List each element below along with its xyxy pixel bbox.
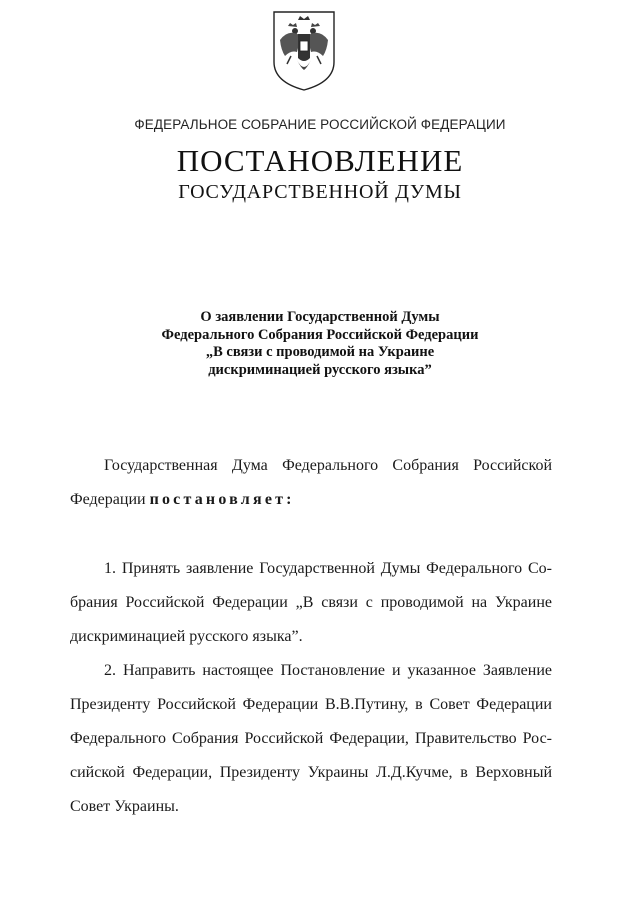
document-issuer-title: ГОСУДАРСТВЕННОЙ ДУМЫ — [178, 181, 462, 203]
item-1-line: дискриминацией русского языка”. — [70, 628, 303, 645]
organization-title: ФЕДЕРАЛЬНОЕ СОБРАНИЕ РОССИЙСКОЙ ФЕДЕРАЦИИ — [134, 117, 506, 132]
item-2-line: Президенту Российской Федерации В.В.Путину, в Совет Федерации — [70, 696, 552, 713]
resolution-keyword: постановляет: — [149, 491, 295, 508]
item-1-paragraph — [70, 552, 552, 654]
intro-line: Государственная Дума Федерального Собрания Российской — [104, 457, 552, 474]
subject-line: „В связи с проводимой на Украине — [205, 344, 435, 360]
item-2-line: сийской Федерации, Президенту Украины Л.Д.Кучме, в Верховный — [70, 764, 552, 781]
subject-line: О заявлении Государственной Думы — [200, 309, 440, 325]
document-subject — [0, 309, 640, 379]
item-2-line: Федерального Собрания Российской Федерации, Правительство Рос- — [70, 730, 552, 747]
coat-of-arms-icon — [271, 10, 337, 92]
item-2-line: Совет Украины. — [70, 798, 179, 815]
item-2-line: 2. Направить настоящее Постановление и указанное Заявление — [104, 662, 552, 679]
item-2-paragraph — [70, 654, 552, 824]
subject-line: Федерального Собрания Российской Федерации — [161, 326, 479, 343]
intro-paragraph — [70, 449, 552, 517]
document-type-title: ПОСТАНОВЛЕНИЕ — [176, 143, 464, 178]
intro-line-start: Федерации — [70, 491, 146, 508]
item-1-line: 1. Принять заявление Государственной Думы Федерального Со- — [104, 560, 552, 577]
subject-line: дискриминацией русского языка” — [208, 361, 432, 378]
item-1-line: брания Российской Федерации „В связи с проводимой на Украине — [70, 594, 552, 611]
intro-line — [70, 483, 552, 517]
